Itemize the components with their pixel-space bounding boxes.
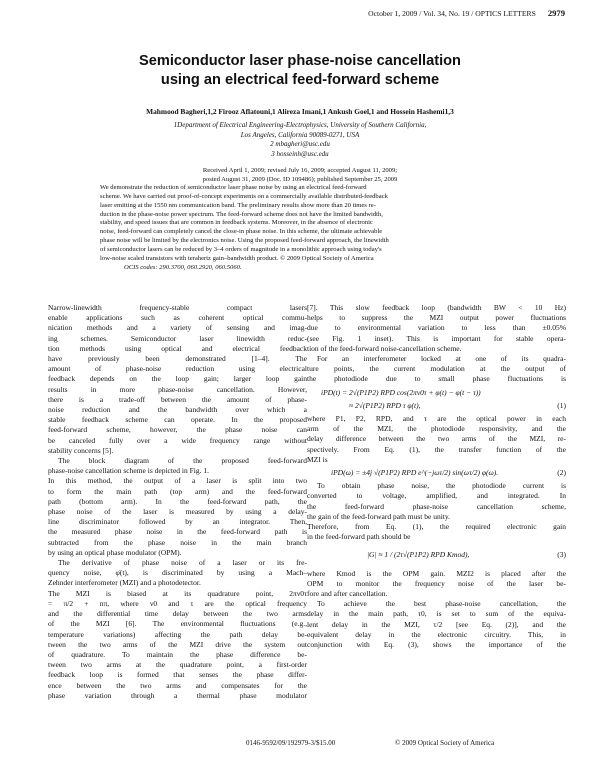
text-line: enable applications such as coherent optical commu-: [48, 313, 307, 323]
text-line: phase noise of the laser is measured by using a delay-: [48, 507, 307, 517]
text-line: due to environmental variation to less than ±0.05%: [307, 323, 566, 333]
equation-1-line-1: iPD(t) = 2√(P1P2) RPD cos(2πν0τ + φ(t) − φ(t − τ)): [321, 387, 481, 397]
publication-history: [40, 167, 560, 185]
text-line: OPM to monitor the frequency noise of the laser be-: [307, 578, 566, 588]
text-line: ing schemes. Semiconductor laser linewidth reduc-: [48, 333, 307, 343]
equation-2-body: iPD(ω) = ±4j √(P1P2) RPD e^(−jωτ/2) sin(ωτ/2) φ(ω).: [331, 468, 499, 478]
affiliations: [40, 121, 560, 159]
text-line: (see Fig. 1 inset). This is important for stable opera-: [307, 333, 566, 343]
history-line: posted August 31, 2009 (Doc. ID 109486); published September 25, 2009: [202, 175, 398, 183]
text-line: To achieve the best phase-noise cancellation, the: [317, 599, 566, 609]
text-line: have previously been demonstrated [1–4]. The: [48, 354, 307, 364]
text-line: to form the main path (top arm) and the feed-forward: [48, 486, 307, 496]
text-line: where Kmod is the OPM gain. MZI2 is placed after the: [307, 568, 566, 578]
abstract-line: low-noise scaled transistors with terahertz gain–bandwidth product. © 2009 Optical Society of America: [100, 254, 374, 262]
issn-code: 0146-9592/09/192979-3/$15.00: [246, 739, 336, 747]
running-header: [0, 8, 565, 18]
text-line: and the differential time delay between the two arms: [48, 609, 307, 619]
text-line: fore and after cancellation.: [307, 589, 388, 599]
text-line: helps to suppress the MZI output power fluctuations: [307, 313, 566, 323]
text-line: tween two arms at the quadrature point, a first-order: [48, 660, 307, 670]
text-line: in the feed-forward path should be: [307, 532, 411, 542]
abstract-line: laser emitting at the 1550 nm communication band. The preliminary results show more than 20 times re-: [100, 201, 376, 209]
text-line: The MZI is biased at its quadrature point, 2πν0τ: [48, 588, 307, 598]
text-line: conjunction with Eq. (3), shows the importance of the: [307, 640, 566, 650]
text-line: lent delay in the MZI, τ/2 [see Eq. (2)], and the: [307, 619, 566, 629]
text-line: In this method, the output of a laser is split into two: [48, 476, 307, 486]
text-line: tion methods using optical and electrical feedback: [48, 343, 307, 353]
right-text-block: [307, 414, 566, 465]
right-text-block: [307, 569, 566, 651]
abstract-line: duction in the phase-noise power spectrum. The feed-forward scheme does not have the limited bandwidth,: [100, 210, 383, 218]
abstract-line: of semiconductor lasers can be reduced by 3–4 orders of magnitude in a monolithic approach using today's: [100, 245, 382, 253]
text-line: by using an optical phase modulator (OPM).: [48, 547, 182, 557]
text-line: temperature variations) affecting the path delay be-: [48, 629, 307, 639]
text-line: For an interferometer locked at one of its quadra-: [317, 354, 566, 364]
equation-3-body: |G| ≈ 1 / (2τ√(P1P2) RPD Kmod),: [367, 550, 470, 560]
text-line: feedback loop is formed that senses the phase differ-: [48, 670, 307, 680]
equation-1-line-2: ≈ 2√(P1P2) RPD τ φ̇(t),: [349, 400, 421, 410]
equation-number: (1): [557, 400, 566, 410]
text-line: The block diagram of the proposed feed-forward: [58, 456, 307, 466]
text-line: where P1, P2, RPD, and τ are the optical power in each: [307, 414, 566, 424]
right-text-block: [307, 481, 566, 542]
equation-2: [307, 468, 566, 478]
abstract: [100, 184, 512, 272]
text-line: equivalent delay in the electronic circuitry. This, in: [307, 629, 566, 639]
text-line: feed-forward scheme, however, the phase noise can: [48, 425, 307, 435]
affiliation-line: 1Department of Electrical Engineering-Electrophysics, University of Southern California,: [173, 121, 427, 129]
abstract-line: phase noise will be limited by the electronics noise. Using the proposed feed-forward approach, the linewidth: [100, 237, 389, 245]
ocis-codes: OCIS codes: 290.3700, 060.2920, 060.5060.: [124, 263, 242, 271]
text-line: Narrow-linewidth frequency-stable compact lasers: [48, 303, 307, 312]
text-line: feedback depends on the loop gain; larger loop gain: [48, 374, 307, 384]
text-line: converted to voltage, amplified, and integrated. In: [307, 491, 566, 501]
title-line-2: using an electrical feed-forward scheme: [160, 72, 440, 88]
text-line: stable feedback scheme can operate. In the proposed: [48, 415, 307, 425]
right-column: [307, 303, 566, 650]
text-line: phase-noise cancellation scheme is depicted in Fig. 1.: [48, 466, 209, 476]
text-line: subtracted from the phase noise in the main branch: [48, 537, 307, 547]
text-line: The derivative of phase noise of a laser or its fre-: [58, 558, 307, 568]
text-line: the measured phase noise in the feed-forward path is: [48, 527, 307, 537]
text-line: be canceled fully over a wide frequency range without: [48, 435, 307, 445]
text-line: nication methods and a variety of sensing and imag-: [48, 323, 307, 333]
abstract-text: [100, 184, 512, 264]
abstract-line: noise, feed-forward can completely cancel the close-in phase noise. In this scheme, the ultimate achievable: [100, 228, 383, 236]
text-line: To obtain phase noise, the photodiode current is: [317, 481, 566, 491]
page-number: 2979: [547, 8, 565, 18]
abstract-line: stability, and speed issues that are common in feedback systems. Moreover, in the absence of electronic: [100, 219, 373, 227]
copyright-notice: © 2009 Optical Society of America: [395, 739, 495, 747]
text-line: phase variation through a thermal phase modulator: [48, 690, 307, 700]
text-line: delay in the main path, τ0, is set to sum of the equiva-: [307, 609, 566, 619]
text-line: of the MZI [6]. The environmental fluctuations (e.g.,: [48, 619, 307, 629]
text-line: Zehnder interferometer (MZI) and a photodetector.: [48, 578, 201, 588]
abstract-line: scheme. We have carried out proof-of-concept experiments on a commercially available distributed-feedback: [100, 192, 388, 200]
author-list: Mahmood Bagheri,1,2 Firooz Aflatouni,1 Alireza Imani,1 Ankush Goel,1 and Hossein Hashemi1,3: [146, 107, 454, 116]
text-line: spectively. From Eq. (1), the transfer function of the: [307, 444, 566, 454]
text-line: noise reduction and the bandwidth over which a: [48, 405, 307, 415]
left-column: [48, 303, 307, 701]
title-line-1: Semiconductor laser phase-noise cancellation: [139, 53, 461, 69]
text-line: the photodiode due to small phase fluctuations is: [307, 374, 566, 384]
text-line: results in more phase-noise cancellation. However,: [48, 384, 307, 394]
text-line: delay difference between the two arms of the MZI, re-: [307, 434, 566, 444]
text-line: tween the two arms of the MZI drive the system out: [48, 639, 307, 649]
text-line: path (bottom arm). In the feed-forward path, the: [48, 496, 307, 506]
text-line: ence between the two arms and compensates for the: [48, 680, 307, 690]
text-line: line discriminator followed by an integrator. Then,: [48, 517, 307, 527]
equation-1-cont: [307, 401, 566, 411]
text-line: there is a trade-off between the amount of phase-: [48, 394, 307, 404]
text-line: MZI is: [307, 454, 328, 464]
text-line: Therefore, from Eq. (1), the required electronic gain: [307, 522, 566, 532]
paper-title: [60, 52, 540, 90]
equation-number: (2): [557, 468, 566, 478]
text-line: tion of the feed-forward noise-cancellation scheme.: [307, 343, 462, 353]
abstract-line: We demonstrate the reduction of semiconductor laser phase noise by using an electrical feed-forward: [100, 184, 367, 191]
equation-3: [307, 550, 566, 560]
affiliation-line: Los Angeles, California 90089-0271, USA: [240, 130, 360, 139]
equation-1: [307, 388, 566, 398]
text-line: the feed-forward phase-noise cancellation scheme,: [307, 501, 566, 511]
text-line: the gain of the feed-forward path must be unity.: [307, 511, 451, 521]
text-line: stability concerns [5].: [48, 445, 114, 455]
history-line: Received April 1, 2009; revised July 16, 2009; accepted August 11, 2009;: [202, 167, 398, 174]
email-line: 3 hosseinh@usc.edu: [271, 149, 329, 158]
text-line: ture points, the current modulation at the output of: [307, 364, 566, 374]
text-line: = π/2 + nπ, where ν0 and τ are the optical frequency: [48, 598, 307, 608]
text-line: [7]. This slow feedback loop (bandwidth BW < 10 Hz): [307, 303, 566, 312]
text-line: arm of the MZI, the photodiode responsivity, and the: [307, 424, 566, 434]
text-line: amount of phase-noise reduction using electrical: [48, 364, 307, 374]
right-text-block: [307, 303, 566, 385]
journal-info: October 1, 2009 / Vol. 34, No. 19 / OPTICS LETTERS: [368, 9, 536, 18]
text-line: of quadrature. To maintain the phase difference be-: [48, 649, 307, 659]
text-line: quency noise, φ̇(t), is discriminated by using a Mach–: [48, 568, 307, 578]
equation-number: (3): [557, 550, 566, 560]
email-line: 2 mbagheri@usc.edu: [270, 140, 330, 149]
